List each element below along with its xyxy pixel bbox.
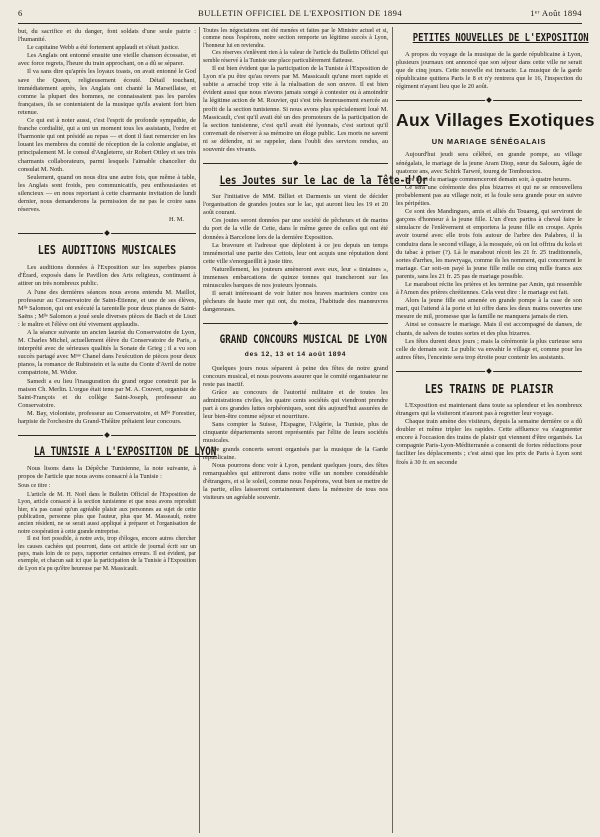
- headline-tunisie: LA TUNISIE A L'EXPOSITION DE LYON: [34, 445, 217, 459]
- article-paragraph: Il est bien évident que la participation de la Tunisie à l'Exposition de Lyon n'a pu être qu'au revers par M. Massicault qu'une mort rapide et subite a arraché trop vite à la réalisation de son œuvre. Il est bien évident aussi que nous n'avons jamais songé à contester ou à amoindrir la légitime action de M. Rouvier, qui s'est très heureusement exercée au profit de la section tunisienne. Si nous avons plus spécialement loué M. Massicault, c'est qu'il avait été un des promoteurs de la participation de la section tunisienne, c'est qu'il avait été lyonnais, c'est surtout qu'il convenait de réserver à sa mémoire un éloge public. Les morts ne savent ni se défendre, ni se rappeler, dans l'oubli des services rendus, au souvenir des vivants.: [203, 65, 388, 153]
- article-paragraph: M. Bay, violoniste, professeur au Conservatoire, et Mˡˡᵉ Forestier, harpiste de l'orchestre du Grand-Théâtre prêtaient leur concours.: [18, 409, 196, 426]
- article-paragraph: Quelques jours nous séparent à peine des fêtes de notre grand concours musical, et nous pouvons assurer que le comité organisateur ne reste pas inactif.: [203, 364, 388, 388]
- diamond-ornament-icon: ◆: [104, 228, 110, 238]
- article-paragraph: Il serait intéressant de voir lutter nos braves mariniers contre ces pêcheurs de haute mer qui ont, du moins, l'habitude des manœuvres dangereuses.: [203, 290, 388, 314]
- diamond-ornament-icon: ◆: [486, 365, 492, 375]
- section-separator: [18, 430, 196, 440]
- column-3: [396, 28, 595, 832]
- article-paragraph: Alors la jeune fille est amenée en grande pompe à la case de son mari, qui l'attend à la porte et lui offre dans les deux mains ouvertes une mesure de mil, promesse que la famille ne manquera jamais de rien.: [396, 297, 582, 321]
- article-paragraph: Les auditions données à l'Exposition sur les superbes pianos d'Érard, exposés dans le Pavillon des Arts religieux, continuent à attirer un très nombreux public.: [18, 264, 196, 288]
- article-paragraph: Les fêtes du mariage commenceront demain soir, à quatre heures.: [405, 175, 572, 183]
- diamond-ornament-icon: ◆: [486, 95, 492, 105]
- headline-auditions: LES AUDITIONS MUSICALES: [37, 243, 177, 258]
- page-number: 6: [18, 8, 23, 18]
- article-paragraph: Il va sans dire qu'après les loyaux toasts, on avait entonné le God save the Queen, religieusement écouté. Détail touchant, immédiatement après, les Anglais ont chanté la Marseillaise, et comme la plupart des hommes, ne connaissaient pas les paroles françaises, ils se contentaient de la musique qu'ils avaient fort bien retenue.: [18, 68, 196, 116]
- article-paragraph: Les fêtes durent deux jours ; mais la cérémonie la plus curieuse sera celle de demain soir. Le public va envahir le village et, comme pour les autres fêtes, l'enceinte sera trop étroite pour contenir les assistants.: [396, 337, 582, 361]
- headline-grand-concours: GRAND CONCOURS MUSICAL DE LYON: [219, 333, 387, 347]
- section-separator: [203, 158, 388, 168]
- quote-label: Sous ce titre :: [18, 483, 51, 490]
- quoted-paragraph: Il est fort possible, à notre avis, trop d'éloges, encore autres chercher les causes cachées qui pourront, dans cet article de journal écrit sur un pays, mais loin de ce pays, rapporter certaines erreurs. Il est évident, par exemple, et chacun sait ici que la participation de la Tunisie à l'Exposition de Lyon n'a pu qu'être heureuse par M. Massicault.: [18, 536, 196, 572]
- author-signature: H. M.: [169, 216, 184, 224]
- quoted-paragraph: L'article de M. H. Noël dans le Bulletin Officiel de l'Exposition de Lyon, article consacré à la section tunisienne et que nous avons reproduit hier, n'a pas causé qu'un agréable plaisir aux personnes au sujet de cette publication, personne plus que l'auteur, plus que M. Masseault, notre ancien résident, ne se serait aussi appliqué à préparer et l'organisation de notre coopération à cette grande entreprise.: [18, 491, 196, 535]
- article-paragraph: Naturellement, les jouteurs amèneront avec eux, leur « tintaines », immenses embarcations de quinze tonnes qui trancheront sur les minuscules barques de nos jouteurs lyonnais.: [203, 265, 388, 290]
- concours-dates: des 12, 13 et 14 août 1894: [244, 351, 347, 359]
- article-paragraph: De grands concerts seront organisés par la musique de la Garde républicaine.: [203, 445, 388, 461]
- headline-petites-nouvelles: PETITES NOUVELLES DE L'EXPOSITION: [412, 31, 589, 44]
- column-1: [18, 28, 217, 832]
- subheadline-mariage: UN MARIAGE SÉNÉGALAIS: [431, 137, 547, 147]
- column-divider: [392, 27, 393, 833]
- header-rule: [18, 23, 582, 24]
- headline-trains-de-plaisir: LES TRAINS DE PLAISIR: [424, 380, 554, 396]
- issue-date: 1ᵉʳ Août 1894: [530, 8, 582, 18]
- article-paragraph: Seulement, quand on nous dira une autre fois, que même à table, les Anglais sont froids, peu communicatifs, peu enthousiastes et silencieux — en nous reportant à cette charmante invitation de lundi dernier, nous demanderons la permission de ne pas le croire sans réserves.: [18, 173, 196, 214]
- article-paragraph: Chaque train amène des visiteurs, depuis la semaine dernière ce a dû doubler et même tripler les rapides. Cette affluence va s'augmenter encore à l'occasion des trains de plaisir qui viennent d'être organisés. La compagnie Paris-Lyon-Méditerranée a consenti de fortes réductions pour faciliter les déplacements ; c'est ainsi que les prix de Paris à Lyon sont fixés à 30 fr. en seconde: [396, 418, 582, 466]
- article-paragraph: Sans compter la Suisse, l'Espagne, l'Algérie, la Tunisie, plus de cinquante départements seront représentés par l'élite de leurs sociétés musicales.: [203, 421, 388, 445]
- headline-joutes: Les Joutes sur le Lac de la Tête-d'Or: [219, 173, 428, 188]
- article-paragraph: Ce qui est à noter aussi, c'est l'esprit de profonde sympathie, de franche cordialité, qui a uni un moment tous les assistants, l'ordre et l'harmonie qui ont présidé au repas — et dont il faut remercier en les louant les membres du comité de réception de la colonie anglaise, et principalement M. le consul d'Angleterre, sir Robert Ottley et ses très charmants collaborateurs, parmi lesquels l'aimable chancelier du consulat M. Noth.: [18, 117, 196, 173]
- diamond-ornament-icon: ◆: [292, 318, 299, 328]
- article-paragraph: Ces joutes seront données par une société de pêcheurs et de marins du port de la ville de Cette, dans le même genre de celles qui ont été données à Barcelone lors de la dernière Exposition.: [203, 217, 388, 241]
- article-paragraph: Nous lisons dans la Dépêche Tunisienne, la note suivante, à propos de l'article que nous avons consacré à la Tunisie :: [18, 465, 196, 481]
- article-paragraph: La bravoure et l'adresse que déploient à ce jeu depuis un temps immémorial une partie des Cettois, leur ont acquis une réputation dont cette ville s'enorgueillit à juste titre.: [203, 241, 388, 265]
- page-header: [18, 8, 582, 22]
- article-paragraph: A la séance suivante un ancien lauréat du Conservatoire de Lyon, M. Charles Michel, actuellement élève du Conservatoire de Paris, a interprété avec de sérieuses qualités la Sonate de Grieg ; il a vu son succès partagé avec Mᵐᵉ Chanel dans l'exécution de pièces pour deux pianos, la romance de Rubinstein et la suite du Conte d'Avril de notre compatriote, M. Widor.: [18, 329, 196, 377]
- article-paragraph: Aujourd'hui jeudi sera célébré, en grande pompe, au village sénégalais, le mariage de la jeune Aram Diop, sœur du Saloum, âgée de quatorze ans, avec Schirk Tarwré, toureg de Tombouctou.: [396, 151, 582, 175]
- article-paragraph: Ce sera une cérémonie des plus bizarres et qui ne se renouvellera probablement pas au village noir, et la foule sera grande pour en suivre les péripéties.: [396, 183, 582, 208]
- article-paragraph: Ces réserves s'enlèvent rien à la valeur de l'article du Bulletin Officiel qui semble réservé à la Tunisie une place particulièrement flatteuse.: [203, 50, 388, 64]
- article-paragraph: A l'une des dernières séances nous avons entendu M. Maillot, professeur au Conservatoire de Saint-Étienne, et une de ses élèves, Mˡˡᵉ Salomon, qui ont exécuté la tarentelle pour deux pianos de Saint-Saëns ; Mˡˡᵉ Salomon a joué seule diverses pièces de Bach et de Liszt : le maître et l'élève ont été vivement applaudis.: [18, 288, 196, 328]
- article-paragraph: Les Anglais ont entonné ensuite une vieille chanson écossaise, et avec force regrets, l'heure du train approchant, on a dû se séparer.: [18, 52, 196, 68]
- publication-title: BULLETIN OFFICIEL DE L'EXPOSITION DE 1894: [197, 8, 403, 18]
- section-separator: [203, 318, 388, 328]
- section-separator: [396, 95, 582, 105]
- article-paragraph: Samedi a eu lieu l'inauguration du grand orgue construit par la maison Ch. Merlin. L'orgue était tenu par M. A. Couvert, organiste de Saint-François et du collège Saint-Joseph, professeur au Conservatoire.: [18, 377, 196, 409]
- column-2: [203, 28, 428, 832]
- diamond-ornament-icon: ◆: [104, 430, 110, 440]
- article-paragraph: Ce sont des Mandingues, amis et alliés du Touareg, qui serviront de garçons d'honneur à la jeune fille. L'un d'eux partira à cheval faire le simulacre de l'enlèvement et emportera la jeune fille en croupe. Après avoir tourné avec elle trois fois autour de l'arbre des Palabres, il la conduira dans le second village, à la mosquée, où on lui offrira du kola et du tabac à priser (?). Là le marabout récoit les 21 fr. 25 traditionnels, sortes d'arrhes, les mawryaga, comme ils les nomment, qui concernent le mariage. Car soit-on payé la jeune fille mille ou cinq mille francs aux parents, sans les 21 fr. 25 pas de mariage possible.: [396, 208, 582, 280]
- article-paragraph: Grâce au concours de l'autorité militaire et de toutes les administrations civiles, les quatre cents sociétés qui viendront prendre part à ces grandes luttes orphéoniques, sont dès aujourd'hui assurées de leur bien-être comme séjour et nourriture.: [203, 388, 388, 421]
- diamond-ornament-icon: ◆: [292, 158, 299, 168]
- article-paragraph: Le capitaine Webb a été fortement applaudi et s'était justice.: [27, 44, 180, 52]
- section-separator: [18, 228, 196, 238]
- section-separator: [396, 366, 582, 376]
- article-paragraph: Toutes les négociations ont été menées et faites par le Ministre actuel et si, comme nous l'espérons, notre section remporte un légitime succès à Lyon, l'honneur lui en reviendra.: [203, 28, 388, 49]
- article-paragraph: Sur l'initiative de MM. Billiet et Darmenis un vient de décider l'organisation de grandes joutes sur le lac, qui auront lieu les 19 et 20 août courant.: [203, 193, 388, 217]
- headline-aux-villages: Aux Villages Exotiques: [396, 110, 595, 131]
- column-divider: [199, 27, 200, 833]
- article-paragraph: but, du sacrifice et du danger, font soldats d'une seule patrie : l'humanité.: [18, 28, 196, 44]
- article-paragraph: Nous pourrons donc voir à Lyon, pendant quelques jours, des fêtes remarquables qui attireront dans notre ville un nombre considérable d'étrangers, et si le soleil, comme nous l'espérons, veut bien se mettre de la partie, elles laisseront certainement dans la mémoire de tous nos visiteurs un agréable souvenir.: [203, 461, 388, 502]
- article-paragraph: L'Exposition est maintenant dans toute sa splendeur et les nombreux étrangers qui la visiteront n'auront pas à regretter leur voyage.: [396, 401, 582, 417]
- article-paragraph: A propos du voyage de la musique de la garde républicaine à Lyon, plusieurs journaux ont annoncé que son séjour dans cette ville ne serait que de cinq jours. Cette nouvelle est inexacte. La musique de la garde républicaine quittera Paris le 8 et n'y rentrera que le 16, l'inspection du régiment n'ayant lieu que le 20 août.: [396, 51, 582, 91]
- article-paragraph: Le marabout récite les prières et les termine par Amin, qui ressemble à l'Amen des prières chrétiennes. Cela veut dire : le mariage est fait.: [396, 280, 582, 297]
- article-paragraph: Ainsi se consacre le mariage. Mais il est accompagné de danses, de chants, de salves de toutes sortes et des plus bizarres.: [396, 321, 582, 337]
